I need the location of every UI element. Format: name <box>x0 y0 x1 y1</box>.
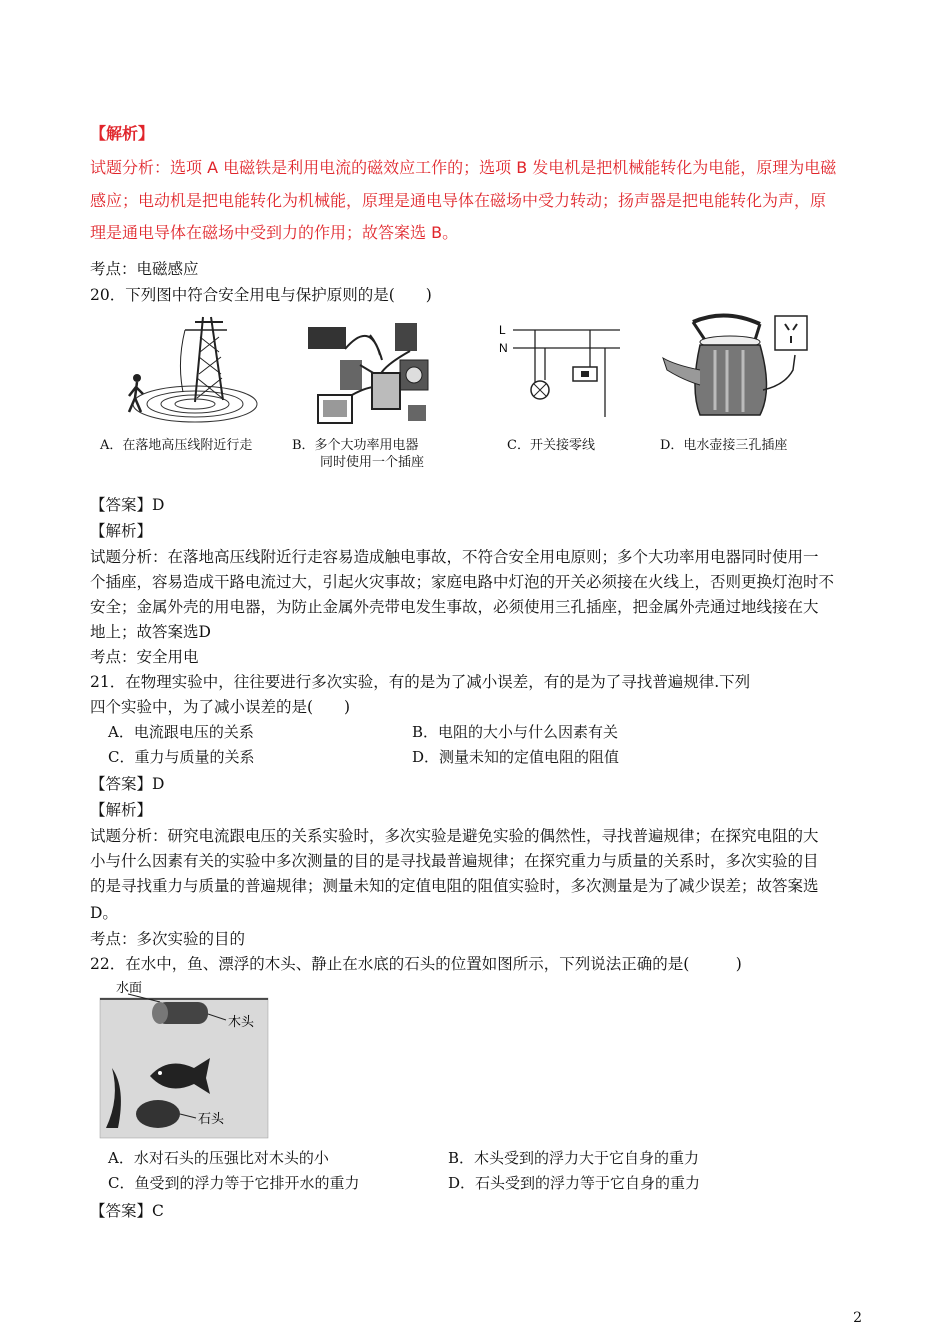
prev-analysis-line-2: 感应；电动机是把电能转化为机械能，原理是通电导体在磁场中受力转动；扬声器是把电能转化为声，原 <box>90 191 827 210</box>
q22-answer: 【答案】C <box>90 1202 164 1220</box>
q21-stem-line-1: 21．在物理实验中，往往要进行多次实验，有的是为了减小误差，有的是为了寻找普遍规律.下列 <box>90 673 751 691</box>
q20-analysis-line-4: 地上；故答案选D <box>90 623 211 641</box>
q20-stem: 20．下列图中符合安全用电与保护原则的是( ) <box>90 286 432 304</box>
q20-caption-a: A．在落地高压线附近行走 <box>100 438 253 453</box>
prev-kaodian: 考点：电磁感应 <box>90 260 199 278</box>
q21-analysis-line-2: 小与什么因素有关的实验中多次测量的目的是寻找最普遍规律；在探究重力与质量的关系时，多次实验的目 <box>90 852 819 870</box>
q20-analysis-line-2: 个插座，容易造成干路电流过大，引起火灾事故；家庭电路中灯泡的开关必须接在火线上，否则更换灯泡时不 <box>90 573 835 591</box>
q22-option-d: D．石头受到的浮力等于它自身的重力 <box>448 1174 701 1192</box>
q21-analysis-line-3: 的是寻找重力与质量的普遍规律；测量未知的定值电阻的阻值实验时，多次测量是为了减少误差；故答案选 <box>90 877 819 895</box>
q21-analysis-line-1: 试题分析：研究电流跟电压的关系实验时，多次实验是避免实验的偶然性，寻找普遍规律；在探究电阻的大 <box>90 827 819 845</box>
q21-kaodian: 考点：多次实验的目的 <box>90 930 246 948</box>
page-number: 2 <box>853 1310 862 1326</box>
prev-analysis-heading: 【解析】 <box>90 124 155 143</box>
prev-analysis-line-1: 试题分析：选项 A 电磁铁是利用电流的磁效应工作的；选项 B 发电机是把机械能转化为电能，原理为电磁 <box>90 158 837 177</box>
q20-caption-c: C．开关接零线 <box>507 438 595 453</box>
q22-stem: 22．在水中，鱼、漂浮的木头、静止在水底的石头的位置如图所示，下列说法正确的是( ) <box>90 955 742 973</box>
q20-analysis-line-3: 安全；金属外壳的用电器，为防止金属外壳带电发生事故，必须使用三孔插座，把金属外壳通过地线接在大 <box>90 598 819 616</box>
q20-figure-a-tower <box>115 312 265 427</box>
q22-option-c: C．鱼受到的浮力等于它排开水的重力 <box>108 1174 360 1192</box>
q20-caption-b1: B．多个大功率用电器 <box>292 438 419 453</box>
q20-figure-d-kettle <box>655 310 815 425</box>
label-water-surface: 水面 <box>116 981 143 996</box>
q21-option-c: C．重力与质量的关系 <box>108 748 255 766</box>
q22-option-b: B．木头受到的浮力大于它自身的重力 <box>448 1149 700 1167</box>
q22-option-a: A．水对石头的压强比对木头的小 <box>108 1149 329 1167</box>
q22-figure-water <box>98 978 270 1140</box>
q21-option-d: D．测量未知的定值电阻的阻值 <box>412 748 620 766</box>
q21-analysis-heading: 【解析】 <box>90 801 153 819</box>
q21-answer: 【答案】D <box>90 775 165 793</box>
q21-option-b: B．电阻的大小与什么因素有关 <box>412 723 619 741</box>
q21-option-a: A．电流跟电压的关系 <box>108 723 254 741</box>
label-N: N <box>499 341 508 355</box>
q20-answer: 【答案】D <box>90 496 165 514</box>
q20-caption-d: D．电水壶接三孔插座 <box>660 438 788 453</box>
label-stone: 石头 <box>198 1112 225 1127</box>
q20-caption-b2: 同时使用一个插座 <box>320 455 425 470</box>
q20-figure-c-circuit <box>495 322 625 422</box>
q21-stem-line-2: 四个实验中，为了减小误差的是( ) <box>90 698 351 716</box>
label-L: L <box>499 323 506 337</box>
q20-kaodian: 考点：安全用电 <box>90 648 199 666</box>
prev-analysis-line-3: 理是通电导体在磁场中受到力的作用；故答案选 B。 <box>90 223 459 242</box>
q20-analysis-heading: 【解析】 <box>90 522 153 540</box>
label-wood: 木头 <box>228 1015 255 1030</box>
q21-analysis-line-4: D。 <box>90 904 118 922</box>
q20-figure-b-appliances <box>300 315 440 425</box>
q20-analysis-line-1: 试题分析：在落地高压线附近行走容易造成触电事故，不符合安全用电原则；多个大功率用电器同时使用一 <box>90 548 819 566</box>
